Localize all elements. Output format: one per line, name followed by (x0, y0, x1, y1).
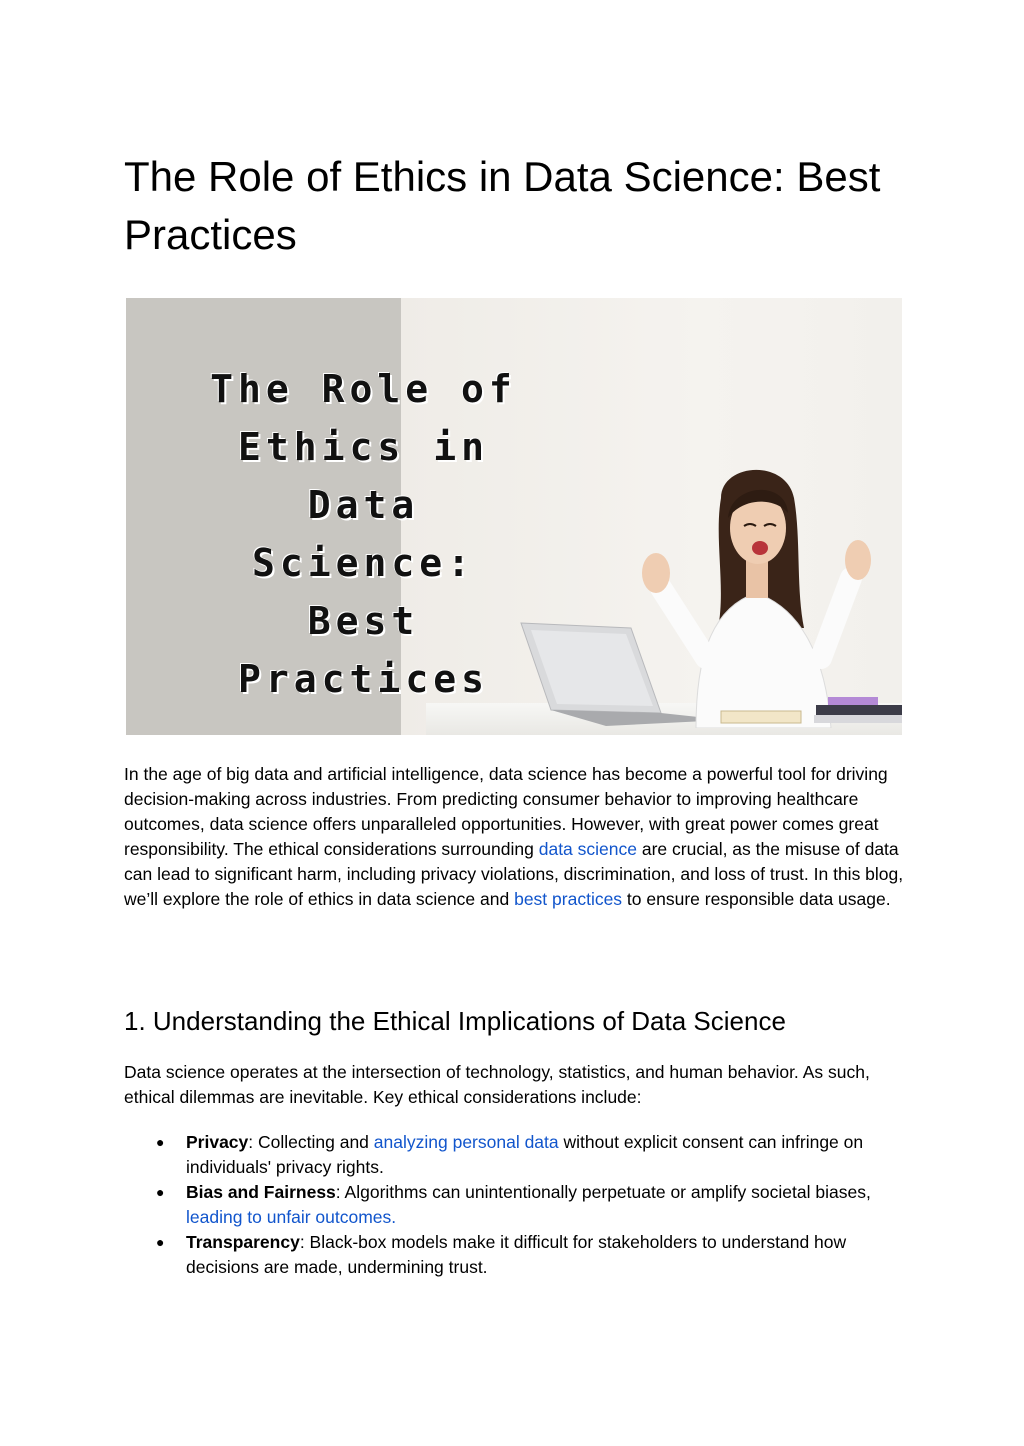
books-illustration (716, 693, 902, 733)
data-science-link[interactable]: data science (538, 839, 637, 859)
hero-text-line: Data (307, 483, 420, 527)
page-title: The Role of Ethics in Data Science: Best Practices (124, 153, 881, 258)
bullet-icon: ● (156, 1234, 165, 1250)
list-item (124, 1180, 904, 1230)
list-item (124, 1130, 904, 1180)
bullet-icon: ● (156, 1134, 165, 1150)
unfair-outcomes-link[interactable]: leading to unfair outcomes. (186, 1207, 397, 1227)
intro-text: to ensure responsible data usage. (622, 889, 891, 909)
bullet-term: Privacy (186, 1132, 249, 1152)
bullet-text: : Black-box models make it difficult for stakeholders to understand how decisions are made, undermining trust. (186, 1232, 847, 1277)
hero-text-line: Practices (238, 657, 489, 701)
bullet-text: : Algorithms can unintentionally perpetuate or amplify societal biases, (335, 1182, 871, 1202)
bullet-text: : Collecting and (248, 1132, 374, 1152)
intro-text: are crucial, as the misuse of data can lead to significant harm, including privacy violations, discrimination, and loss of trust. In this blog, we’ll explore the role of ethics in data science and (124, 839, 904, 909)
intro-text: In the age of big data and artificial intelligence, data science has become a powerful tool for driving decision-making across industries. From predicting consumer behavior to improving healthcare outcomes, data science offers unparalleled opportunities. However, with great power comes great responsibility. The ethical considerations surrounding (124, 764, 888, 859)
woman-illustration (626, 458, 896, 728)
hero-text-line: Ethics in (238, 425, 489, 469)
best-practices-link[interactable]: best practices (514, 889, 623, 909)
hero-text-line: The Role of (210, 367, 517, 411)
hero-overlay-text (166, 360, 561, 708)
section-paragraph: Data science operates at the intersection of technology, statistics, and human behavior. As such, ethical dilemmas are inevitable. Key ethical considerations include: (124, 1062, 870, 1107)
bullet-term: Bias and Fairness (186, 1182, 336, 1202)
hero-text-line: Science: (251, 541, 476, 585)
hero-image (126, 298, 902, 735)
bullet-list (124, 1130, 904, 1280)
bullet-term: Transparency (186, 1232, 300, 1252)
intro-paragraph (124, 762, 904, 912)
analyzing-personal-data-link[interactable]: analyzing personal data (373, 1132, 559, 1152)
section-heading: 1. Understanding the Ethical Implications of Data Science (124, 1006, 786, 1036)
hero-text-line: Best (307, 599, 420, 643)
bullet-text: without explicit consent can infringe on individuals' privacy rights. (186, 1132, 864, 1177)
list-item (124, 1230, 904, 1280)
bullet-icon: ● (156, 1184, 165, 1200)
